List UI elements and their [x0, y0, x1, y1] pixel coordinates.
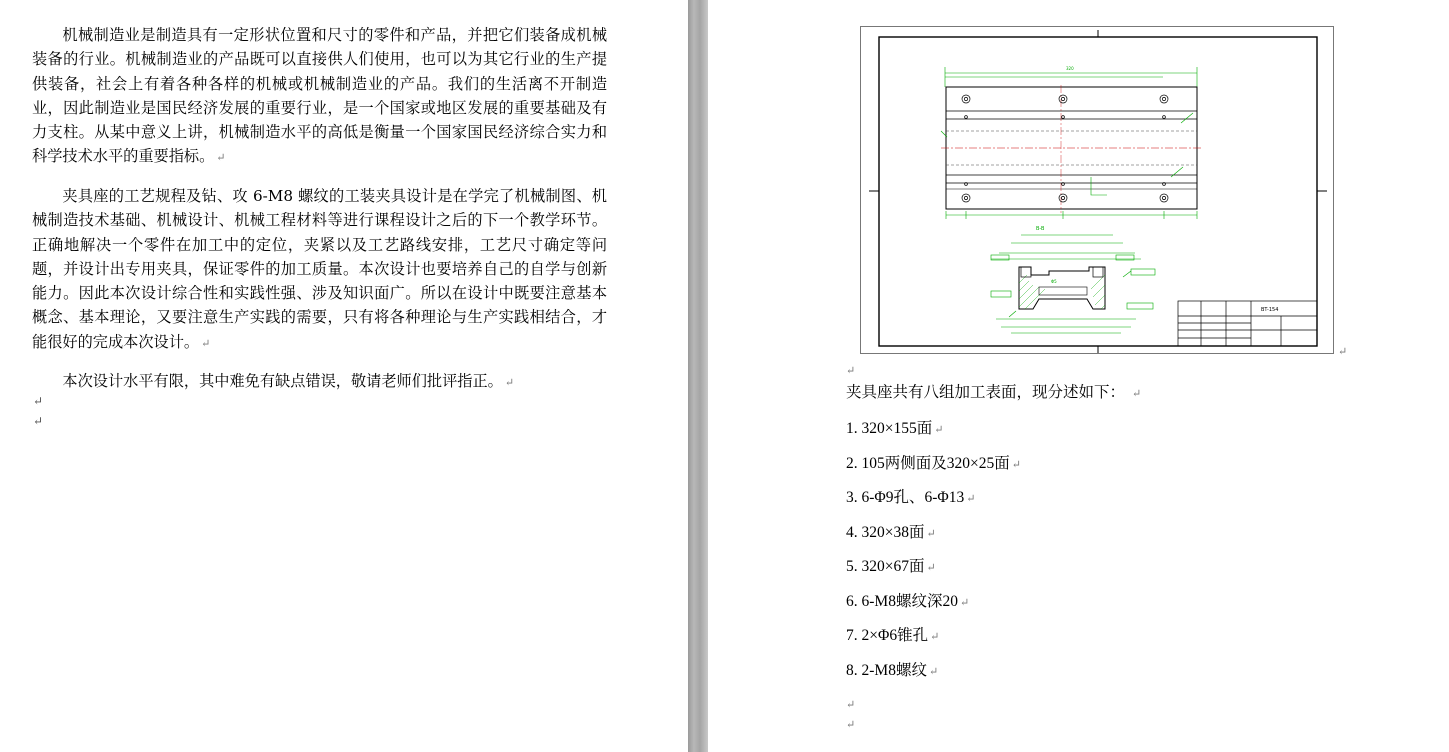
list-item-text: 4. 320×38面: [846, 524, 925, 541]
paragraph-design: [32, 184, 607, 356]
list-intro: [846, 380, 1141, 406]
list-item-text: 6. 6-M8螺纹深20: [846, 593, 958, 610]
svg-text:320: 320: [1066, 66, 1074, 71]
paragraph-mark: ↵: [216, 151, 226, 165]
paragraph-mark: ↵: [201, 336, 211, 350]
drawing-svg: [861, 27, 1335, 355]
paragraph-text: 机械制造业是制造具有一定形状位置和尺寸的零件和产品，并把它们装备成机械装备的行业。机械制造业的产品既可以直接供人们使用，也可以为其它行业的生产提供装备，社会上有着各种各样的机械或机械制造业的产品。我们的生活离不开制造业，因此制造业是国民经济发展的重要行业，是一个国家或地区发展的重要基础及有力支柱。从某中意义上讲，机械制造水平的高低是衡量一个国家国民经济综合实力和科学技术水平的重要指标。: [32, 26, 607, 166]
paragraph-intro: [32, 23, 607, 171]
list-item-text: 3. 6-Φ9孔、6-Φ13: [846, 489, 965, 506]
paragraph-closing: [32, 369, 607, 395]
list-intro-text: 夹具座共有八组加工表面，现分述如下：: [846, 383, 1126, 401]
paragraph-mark: ↵: [959, 597, 970, 609]
paragraph-text: 夹具座的工艺规程及钻、攻 6-M8 螺纹的工装夹具设计是在学完了机械制图、机械制造技术基础、机械设计、机械工程材料等进行课程设计之后的下一个教学环节。正确地解决一个零件在加工中的定位，夹紧以及工艺路线安排，工艺尺寸确定等问题，并设计出专用夹具，保证零件的加工质量。本次设计也要培养自己的自学与创新能力。因此本次设计综合性和实践性强、涉及知识面广。所以在设计中既要注意基本概念、基本理论，又要注意生产实践的需要，只有将各种理论与生产实践相结合，才能很好的完成本次设计。: [32, 187, 607, 351]
engineering-drawing[interactable]: [860, 26, 1334, 354]
paragraph-mark: ↵: [934, 424, 944, 436]
list-item: [846, 624, 939, 649]
list-item-text: 2. 105两侧面及320×25面: [846, 455, 1010, 472]
list-item: [846, 452, 1021, 477]
list-item: [846, 486, 975, 511]
paragraph-mark: ↵: [928, 666, 939, 678]
list-item: [846, 659, 938, 684]
list-item-text: 5. 320×67面: [846, 558, 925, 575]
empty-paragraph-mark: ↵: [33, 394, 44, 408]
empty-paragraph-mark: ↵: [846, 698, 856, 711]
paragraph-mark: ↵: [966, 493, 976, 505]
paragraph-mark: ↵: [504, 376, 515, 389]
right-page: [708, 0, 1449, 752]
list-item: [846, 417, 943, 442]
page-gutter: [688, 0, 708, 752]
empty-paragraph-mark: ↵: [33, 414, 44, 428]
paragraph-mark: ↵: [1011, 459, 1021, 471]
list-item: [846, 521, 936, 546]
paragraph-mark: ↵: [930, 631, 940, 643]
list-item: [846, 555, 936, 580]
paragraph-mark: ↵: [1131, 387, 1142, 400]
svg-text:Φ5: Φ5: [1051, 279, 1057, 284]
drawing-paragraph-mark: ↵: [1338, 345, 1348, 358]
list-item-text: 8. 2-M8螺纹: [846, 662, 927, 679]
paragraph-text: 本次设计水平有限，其中难免有缺点错误，敬请老师们批评指正。: [62, 372, 503, 390]
paragraph-mark: ↵: [926, 562, 936, 574]
list-item: [846, 590, 969, 615]
title-block-label: BT-154: [1261, 307, 1279, 313]
empty-paragraph-mark: ↵: [846, 718, 856, 731]
left-page: [0, 0, 688, 752]
empty-paragraph-mark: ↵: [846, 364, 856, 377]
list-item-text: 7. 2×Φ6锥孔: [846, 627, 929, 644]
list-item-text: 1. 320×155面: [846, 420, 933, 437]
section-label: B-B: [1036, 226, 1045, 232]
paragraph-mark: ↵: [926, 528, 936, 540]
